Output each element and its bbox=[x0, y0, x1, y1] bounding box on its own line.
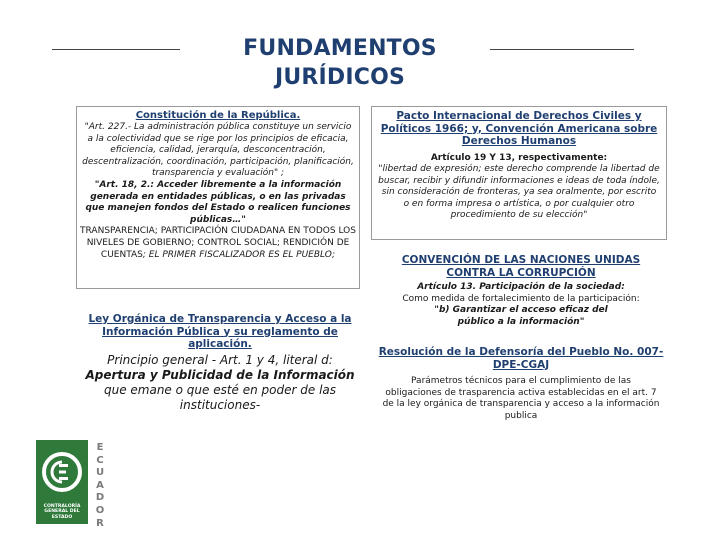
title-rule-right bbox=[490, 49, 634, 50]
covenant-link[interactable]: Pacto Internacional de Derechos Civiles y Políticos 1966; y, Convención Americana sobre Derechos Humanos bbox=[380, 110, 658, 147]
ecuador-letter: A bbox=[96, 479, 104, 491]
institutions-text: que emane o que esté en poder de las instituciones- bbox=[103, 382, 337, 412]
art-227-text: "Art. 227.- La administración pública constituye un servicio a la colectividad que se rige por los principios de eficacia, eficiencia, calidad, jerarquía, desconcentración, descentralización, coordinación, participación, planificación, transparencia y evaluación" ; bbox=[82, 122, 354, 179]
covenant-box bbox=[371, 106, 667, 240]
title-line-2: JURÍDICOS bbox=[274, 65, 406, 90]
ecuador-letter: O bbox=[95, 504, 105, 516]
cge-emblem-icon bbox=[36, 440, 88, 502]
un-article: Artículo 13. Participación de la sociedad: bbox=[417, 282, 625, 292]
principles-caps-italic: ; EL PRIMER FISCALIZADOR ES EL PUEBLO; bbox=[142, 249, 336, 260]
constitution-box bbox=[76, 106, 360, 289]
ecuador-letter: D bbox=[95, 492, 105, 504]
art-18-text: "Art. 18, 2.: Acceder libremente a la información generada en entidades públicas, o en las privadas que manejen fondos del Estado o realicen funciones públicas…" bbox=[85, 179, 351, 225]
title-rule-left bbox=[52, 49, 180, 50]
title-line-1: FUNDAMENTOS bbox=[243, 36, 437, 61]
ecuador-letter: R bbox=[96, 517, 104, 529]
covenant-quote: "libertad de expresión; este derecho comprende la libertad de buscar, recibir y difundir informaciones e ideas de toda índole, sin consideración de fronteras, ya sea oralmente, por escrito o en forma impresa o artística, o por cualquier otro procedimiento de su elección" bbox=[378, 164, 660, 221]
ecuador-letter: E bbox=[96, 442, 104, 453]
ecuador-vertical-text bbox=[92, 442, 108, 530]
ecuador-letter: C bbox=[96, 454, 104, 466]
un-convention-link[interactable]: CONVENCIÓN DE LAS NACIONES UNIDAS CONTRA LA CORRUPCIÓN bbox=[401, 254, 641, 279]
ombudsman-resolution-section bbox=[376, 346, 666, 422]
ombudsman-resolution-text: Parámetros técnicos para el cumplimiento de las obligaciones de trasparencia activa establecidas en el art. 7 de la ley orgánica de transparencia y acceso a la información publica bbox=[382, 376, 660, 421]
principles-caps: TRANSPARENCIA; PARTICIPACIÓN CIUDADANA EN TODOS LOS NIVELES DE GOBIERNO; CONTROL SOCIAL; RENDICIÓN DE CUENTAS bbox=[80, 226, 356, 260]
page-title bbox=[190, 34, 490, 92]
general-principle-text: Principio general - Art. 1 y 4, literal d: bbox=[107, 352, 333, 367]
covenant-articles: Artículo 19 Y 13, respectivamente: bbox=[430, 152, 608, 163]
ombudsman-resolution-link[interactable]: Resolución de la Defensoría del Pueblo No. 007-DPE-CGAJ bbox=[378, 346, 664, 371]
transparency-law-section bbox=[78, 313, 362, 413]
transparency-law-link[interactable]: Ley Orgánica de Transparencia y Acceso a la Información Pública y su reglamento de aplicación. bbox=[88, 313, 352, 350]
un-convention-section bbox=[376, 254, 666, 328]
constitution-link[interactable]: Constitución de la República. bbox=[135, 110, 301, 121]
principles-text bbox=[77, 226, 359, 261]
ecuador-letter: U bbox=[95, 467, 105, 479]
openness-text: Apertura y Publicidad de la Información bbox=[85, 367, 355, 382]
un-quote: "b) Garantizar el acceso eficaz del público a la información" bbox=[434, 305, 608, 327]
un-measure-text: Como medida de fortalecimiento de la participación: bbox=[402, 293, 640, 304]
logo-caption: CONTRALORÍA GENERAL DEL ESTADO bbox=[43, 504, 81, 520]
logo-green-block bbox=[36, 440, 88, 524]
